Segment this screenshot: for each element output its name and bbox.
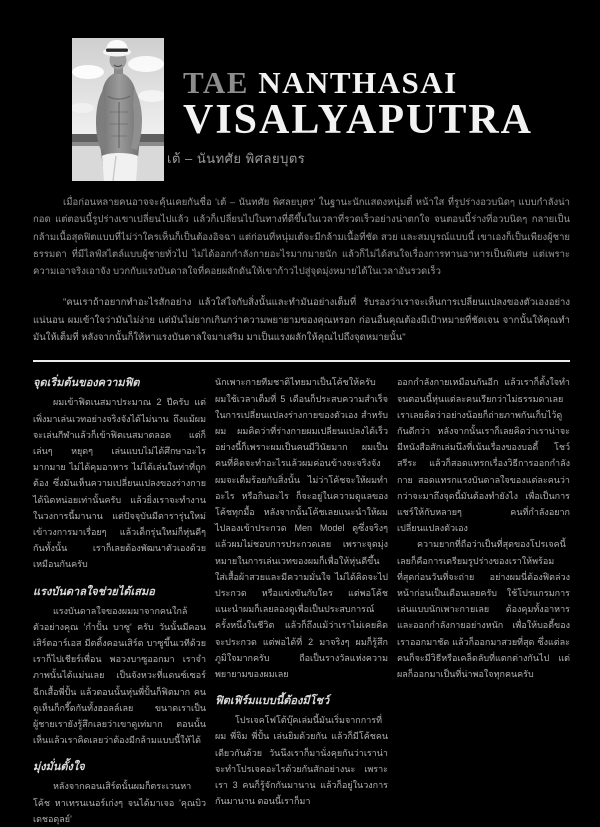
body-paragraph: นักเพาะกายทีมชาติไทยมาเป็นโค้ชให้ครับ ผมใช้เวลาเต็มที่ 5 เดือนก็ประสบความสำเร็จในการเปลี่ยนแปลงร่างกายของตัวเอง สำหรับผม ผมคิดว่าที่ร่างกายผมเปลี่ยนแปลงได้เร็วอย่างนี้ก็เพราะผมเป็นคนมีวินัยมาก ผมเป็นคนที่คิดจะทำอะไรแล้วผมค่อนข้างจะจริงจัง ผมจะเต็มร้อยกับสิ่งนั้น ไม่ว่าโค้ชจะให้ผมทำอะไร หรือกินอะไร ก็จะอยู่ในความดูแลของโค้ชทุกมื้อ หลังจากนั้นโค้ชเลยแนะนำให้ผมไปลองเข้าประกวด Men Model ดูซึ่งจริงๆ แล้วผมไม่ชอบการประกวดเลย เพราะจุดมุ่งหมายในการเล่นเวทของผมก็เพื่อให้หุ่นดีขึ้น ใส่เสื้อผ้าสวยและมีความมั่นใจ ไม่ได้คิดจะไปประกวด หรือแข่งขันกับใคร แต่พอโค้ชแนะนำผมก็เลยลองดูเพื่อเป็นประสบการณ์ครั้งหนึ่งในชีวิต แล้วก็ถึงแม้ว่าเราไม่เคยคิดจะประกวด แต่พอได้ที่ 2 มาจริงๆ ผมก็รู้สึกภูมิใจมากครับ ถือเป็นรางวัลแห่งความพยายามของผมเลย xyxy=(215,377,388,680)
divider-rule xyxy=(33,360,570,362)
body-paragraph: ความยากที่ถือว่าเป็นที่สุดของโปรเจคนี้เลยก็คือการเตรียมรูปร่างของเราให้พร้อมที่สุดก่อนวันที่จะถ่าย อย่างผมนี่ต้องฟิตล่วงหน้าก่อนเป็นเดือนเลยครับ ใช้โปรแกรมการเล่นแบบนักเพาะกายเลย ต้องคุมทั้งอาหารและออกกำลังกายอย่างหนัก เพื่อให้บอดี้ของเราออกมาชัด แล้วก็ออกมาสวยที่สุด ซึ่งแต่ละคนก็จะมีวิธีหรือเคล็ดลับที่แตกต่างกันไป แต่ผลก็ออกมาเป็นที่น่าพอใจทุกคนครับ xyxy=(397,539,570,680)
headline-subtitle: เต้ – นันทศัย พิศลยบุตร xyxy=(167,151,306,166)
section-heading: ฟิตเฟิร์มแบบนี้ต้องมีโชว์ xyxy=(215,695,330,708)
pull-quote: "คนเราถ้าอยากทำอะไรสักอย่าง แล้วใส่ใจกับสิ่งนั้นและทำมันอย่างเต็มที่ รับรองว่าเราจะเห็นการเปลี่ยนแปลงของตัวเองอย่างแน่นอน ผมเข้าใจว่ามันไม่ง่าย แต่มันไม่ยากเกินกว่าความพยายามของคุณหรอก ก่อนอื่นคุณต้องมีเป้าหมายที่ชัดเจน จากนั้นให้คุณทำมันให้เต็มที่ หลังจากนั้นก็ให้หาแรงบันดาลใจมาเสริม มาเป็นแรงผลักให้คุณไปถึงจุดหมายนั้น" xyxy=(33,297,570,344)
article-column xyxy=(215,374,388,827)
beach-portrait-photo xyxy=(72,38,164,181)
body-paragraph: ออกกำลังกายเหมือนกันอีก แล้วเราก็ตั้งใจทำจนตอนนี้หุ่นแต่ละคนเรียกว่าไม่ธรรมดาเลย เราเลยคิดว่าอย่างน้อยก็ถ่ายภาพกันเก็บไว้ดูกันดีกว่า หลังจากนั้นเราก็เลยคิดว่าเราน่าจะมีหนังสือสักเล่มนึงที่เน้นเรื่องของบอดี้ โชว์สรีระ แล้วก็สอดแทรกเรื่องวิธีการออกกำลังกาย สอดแทรกแรงบันดาลใจของแต่ละคนว่ากว่าจะมาถึงจุดนี้มันต้องทำยังไง เพื่อเป็นการแชร์ให้กับหลายๆ คนที่กำลังอยากเปลี่ยนแปลงตัวเอง xyxy=(397,377,570,534)
body-paragraph: โปรเจคโฟโต้บุ๊คเล่มนี้มันเริ่มจากการที่ผม พี่จิม พี่ปั้น เล่นยิมด้วยกัน แล้วก็มีโค้ชคนเดียวกันด้วย วันนึงเราก็มานั่งคุยกันว่าเราน่าจะทำโปรเจคอะไรด้วยกันสักอย่างนะ เพราะเรา 3 คนก็รู้จักกันมานาน แล้วก็อยู่ในวงการกันมานาน ตอนนี้เราก็มา xyxy=(215,715,388,807)
body-paragraph: ผมเข้าฟิตเนสมาประมาณ 2 ปีครับ แต่เพิ่งมาเล่นเวทอย่างจริงจังได้ไม่นาน ถึงแม้ผมจะเล่นกีฬาแล้วก็เข้าฟิตเนสมาตลอด แต่ก็เล่นๆ หยุดๆ เล่นแบบไม่ได้ศึกษาอะไรมากมาย ไม่ได้คุมอาหาร ไม่ได้เล่นในท่าที่ถูกต้อง ซึ่งมันเห็นความเปลี่ยนแปลงของร่างกายได้นิดหน่อยเท่านั้นครับ แล้วยิ่งเราจะทำงานในวงการนี้มานาน แต่ปัจจุบันมีดารารุ่นใหม่เข้าวงการมาเรื่อยๆ แล้วเด็กรุ่นใหม่ก็หุ่นดีๆ กันทั้งนั้น เราก็เลยต้องพัฒนาตัวเองด้วยเหมือนกันครับ xyxy=(33,397,206,570)
article-column xyxy=(397,374,570,827)
masthead xyxy=(0,0,600,190)
intro-paragraph: เมื่อก่อนหลายคนอาจจะคุ้นเคยกันชื่อ 'เต้ – นันทศัย พิศลยบุตร' ในฐานะนักแสดงหนุ่มตี๋ หน้าใส ที่รูปร่างอวบนิดๆ แบบกำลังน่ากอด แต่ตอนนี้รูปร่างเขาเปลี่ยนไปแล้ว แล้วก็เปลี่ยนไปในทางที่ดีขึ้นในเวลาที่รวดเร็วอย่างน่าตกใจ จนตอนนี้ร่างที่อวบนิดๆ กลายเป็นกล้ามเนื้อสุดฟิตแบบที่ไม่ว่าใครเห็นก็เป็นต้องอิจฉา แต่ก่อนที่หนุ่มเต้จะมีกล้ามเนื้อที่ชัด สวย และสมบูรณ์แบบนี้ เขาเองก็เป็นเพียงผู้ชายธรรมดา ที่มีไลฟ์สไตล์แบบผู้ชายทั่วไป ไม่ได้ออกกำลังกายอะไรมากมายนัก แล้วก็ไม่ได้สนใจเรื่องการทานอาหารเป็นพิเศษ แต่เพราะความเอาจริงเอาจัง บวกกับแรงบันดาลใจที่คอยผลักดันให้เขาก้าวไปสู่จุดมุ่งหมายได้ในเวลาอันรวดเร็ว xyxy=(33,197,570,278)
section-heading: จุดเริ่มต้นของความฟิต xyxy=(33,377,140,390)
section-heading: แรงบันดาลใจช่วยได้เสมอ xyxy=(33,585,155,598)
beach-portrait-illustration xyxy=(72,38,164,181)
article-content xyxy=(33,190,570,827)
headline-line1 xyxy=(183,66,583,100)
headline-accent: TAE xyxy=(183,65,249,100)
headline-line2: VISALYAPUTRA xyxy=(183,97,533,143)
headline xyxy=(183,65,583,143)
body-paragraph: แรงบันดาลใจของผมมาจากคนใกล้ตัวอย่างคุณ 'กำปั้น บาซู' ครับ วันนั้นมีคอนเสิร์ตอาร์เอส มีตติ้งคอนเสิร์ต บาซูขึ้นเวทีด้วย เราก็ไปเชียร์เพื่อน พอวงบาซูออกมา เราจำภาพนั้นได้แม่นเลย เป็นจังหวะที่แดนซ์เซอร์ฉีกเสื้อพี่ปั้น แล้วตอนนั้นหุ่นพี่ปั้นก็ฟิตมาก คนดูเห็นก็กรี๊ดกันทั้งฮอลล์เลย ขนาดเราเป็นผู้ชายเรายังรู้สึกเลยว่าเขาดูเท่มาก ตอนนั้นเห็นแล้วเราคิดเลยว่าต้องมีกล้ามแบบนี้ให้ได้ xyxy=(33,605,206,746)
body-paragraph: หลังจากคอนเสิร์ตนั้นผมก็ตระเวนหาโค้ช หาเทรนเนอร์เก่งๆ จนได้มาเจอ 'คุณบิว เดชอดุลย์' xyxy=(33,781,206,824)
section-heading: มุ่งมั่นตั้งใจ xyxy=(33,761,85,774)
article-column xyxy=(33,374,206,827)
article-columns xyxy=(33,374,570,827)
headline-rest: NANTHASAI xyxy=(248,65,458,100)
